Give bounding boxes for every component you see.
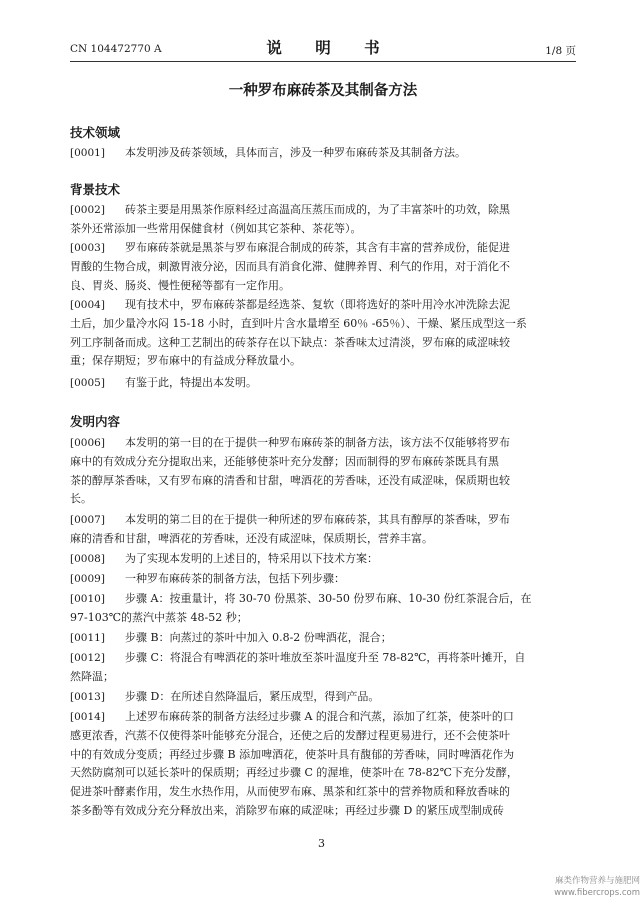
paragraph-0014 — [70, 708, 576, 821]
paragraph-0002 — [70, 201, 576, 239]
section-heading-technical-field: 技术领域 — [70, 125, 121, 140]
paragraph-line: 促进茶叶酵素作用，发生水热作用，从而使罗布麻、黑茶和红茶中的营养物质和释放香味的 — [70, 785, 510, 799]
paragraph-line: 长。 — [70, 492, 92, 506]
paragraph-line: 良、胃炎、肠炎、慢性便秘等都有一定作用。 — [70, 278, 290, 292]
paragraph-line: 茶的醇厚茶香味，又有罗布麻的清香和甘甜，啤酒花的芳香味，还没有咸涩味，保质期也较 — [70, 473, 510, 487]
paragraph-0005 — [70, 374, 576, 393]
paragraph-line: 天然防腐剂可以延长茶叶的保质期；再经过步骤 C 的渥堆，使茶叶在 78-82℃下充分发酵， — [70, 766, 518, 780]
section-heading-background: 背景技术 — [70, 182, 121, 197]
watermark-site-name: 麻类作物营养与施肥网 — [554, 876, 640, 886]
paragraph-0001 — [70, 144, 576, 163]
paragraph-number: [0012] — [70, 652, 105, 664]
paragraph-0006 — [70, 434, 576, 509]
header-divider — [70, 61, 576, 62]
publication-number: CN 104472770 A — [70, 43, 162, 55]
paragraph-0012 — [70, 649, 576, 687]
paragraph-line: 茶外还常添加一些常用保健食材（例如其它茶种、茶花等）。 — [70, 221, 362, 235]
watermark — [536, 875, 640, 899]
paragraph-line: 有鉴于此，特提出本发明。 — [125, 376, 257, 389]
paragraph-line: 胃酸的生物合成，刺激胃液分泌，因而具有消食化滞、健脾养胃、利气的作用，对于消化不 — [70, 259, 510, 273]
section-heading-summary: 发明内容 — [70, 414, 121, 429]
paragraph-line: 步骤 B：向蒸过的茶叶中加入 0.8-2 份啤酒花，混合； — [125, 631, 392, 644]
paragraph-number: [0014] — [70, 711, 105, 723]
paragraph-line: 一种罗布麻砖茶的制备方法，包括下列步骤： — [125, 572, 345, 585]
paragraph-line: 本发明涉及砖茶领域，具体而言，涉及一种罗布麻砖茶及其制备方法。 — [125, 146, 466, 159]
paragraph-number: [0013] — [70, 691, 105, 703]
paragraph-line: 列工序制备而成。这种工艺制出的砖茶存在以下缺点：茶香味太过清淡，罗布麻的咸涩味较 — [70, 335, 510, 349]
paragraph-number: [0006] — [70, 437, 105, 449]
paragraph-0013 — [70, 688, 576, 707]
paragraph-line: 中的有效成分变质；再经过步骤 B 添加啤酒花，使茶叶具有馥郁的芳香味，同时啤酒花作为 — [70, 747, 515, 761]
paragraph-line: 本发明的第二目的在于提供一种所述的罗布麻砖茶，其具有醇厚的茶香味，罗布 — [125, 513, 510, 526]
paragraph-0010 — [70, 590, 576, 628]
paragraph-line: 麻的清香和甘甜，啤酒花的芳香味，还没有咸涩味，保质期长，营养丰富。 — [70, 531, 433, 545]
header-title: 说 明 书 — [266, 38, 394, 57]
watermark-url: www.fibercrops.com — [554, 888, 640, 898]
paragraph-line: 砖茶主要是用黑茶作原料经过高温高压蒸压而成的，为了丰富茶叶的功效，除黑 — [125, 203, 510, 216]
paragraph-line: 步骤 C：将混合有啤酒花的茶叶堆放至茶叶温度升至 78-82℃，再将茶叶摊开，自 — [125, 651, 526, 664]
paragraph-number: [0010] — [70, 593, 105, 605]
paragraph-number: [0007] — [70, 514, 105, 526]
paragraph-number: [0004] — [70, 299, 105, 311]
paragraph-line: 上述罗布麻砖茶的制备方法经过步骤 A 的混合和汽蒸，添加了红茶，使茶叶的口 — [125, 710, 514, 723]
paragraph-number: [0011] — [70, 632, 105, 644]
page-count: 1/8 页 — [545, 45, 576, 57]
paragraph-0003 — [70, 239, 576, 295]
paragraph-line: 罗布麻砖茶就是黑茶与罗布麻混合制成的砖茶，其含有丰富的营养成份，能促进 — [125, 241, 510, 254]
paragraph-line: 麻中的有效成分充分提取出来，还能够使茶叶充分发酵；因而制得的罗布麻砖茶既具有黑 — [70, 454, 499, 468]
paragraph-number: [0002] — [70, 204, 105, 216]
paragraph-0007 — [70, 511, 576, 549]
document-title: 一种罗布麻砖茶及其制备方法 — [228, 83, 418, 99]
paragraph-0008 — [70, 550, 576, 569]
paragraph-number: [0005] — [70, 377, 105, 389]
paragraph-0009 — [70, 570, 576, 589]
page-number: 3 — [318, 837, 325, 850]
paragraph-line: 步骤 A：按重量计，将 30-70 份黑茶、30-50 份罗布麻、10-30 份红茶混合后，在 — [125, 592, 532, 605]
paragraph-line: 97-103℃的蒸汽中蒸茶 48-52 秒； — [70, 610, 248, 624]
paragraph-number: [0003] — [70, 242, 105, 254]
paragraph-0011 — [70, 629, 576, 648]
paragraph-line: 重；保存期短；罗布麻中的有益成分释放量小。 — [70, 354, 301, 368]
paragraph-line: 现有技术中，罗布麻砖茶都是经选茶、复软（即将选好的茶叶用冷水冲洗除去泥 — [125, 298, 510, 311]
paragraph-line: 然降温； — [70, 669, 114, 683]
paragraph-line: 土后，加少量冷水闷 15-18 小时，直到叶片含水量增至 60％ -65％）、干燥、紧压成型这一系 — [70, 316, 527, 330]
paragraph-number: [0009] — [70, 573, 105, 585]
paragraph-number: [0001] — [70, 147, 105, 159]
page-header — [70, 36, 576, 58]
paragraph-line: 为了实现本发明的上述目的，特采用以下技术方案： — [125, 552, 378, 565]
paragraph-line: 本发明的第一目的在于提供一种罗布麻砖茶的制备方法，该方法不仅能够将罗布 — [125, 436, 510, 449]
paragraph-number: [0008] — [70, 553, 105, 565]
paragraph-line: 茶多酚等有效成分充分释放出来，消除罗布麻的咸涩味；再经过步骤 D 的紧压成型制成砖 — [70, 803, 504, 817]
paragraph-0004 — [70, 296, 576, 371]
paragraph-line: 感更浓香，汽蒸不仅使得茶叶能够充分混合，还使之后的发酵过程更易进行，还不会使茶叶 — [70, 728, 510, 742]
paragraph-line: 步骤 D：在所述自然降温后，紧压成型，得到产品。 — [125, 690, 380, 703]
